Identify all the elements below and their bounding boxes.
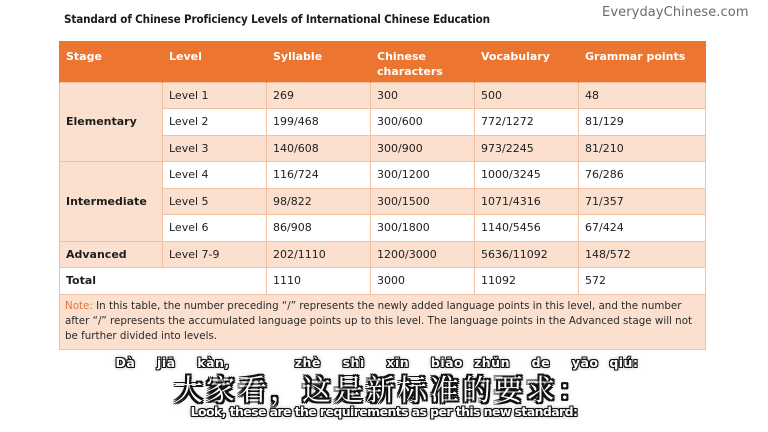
level-cell: Level 3 <box>163 135 267 162</box>
stage-intermediate: Intermediate <box>60 162 163 242</box>
level-cell: Level 5 <box>163 188 267 215</box>
vocabulary-cell: 973/2245 <box>475 135 579 162</box>
grammar-cell: 148/572 <box>579 241 706 268</box>
header-stage: Stage <box>60 41 163 82</box>
characters-cell: 300/1800 <box>371 215 475 242</box>
total-vocabulary: 11092 <box>475 268 579 295</box>
syllable-cell: 116/724 <box>267 162 371 189</box>
characters-cell: 300/600 <box>371 109 475 136</box>
vocabulary-cell: 1140/5456 <box>475 215 579 242</box>
note-label: Note: <box>65 299 93 312</box>
proficiency-table <box>59 41 706 350</box>
total-row <box>60 268 706 295</box>
vocabulary-cell: 1000/3245 <box>475 162 579 189</box>
characters-cell: 300/900 <box>371 135 475 162</box>
syllable-cell: 98/822 <box>267 188 371 215</box>
table-row <box>60 162 706 189</box>
grammar-cell: 48 <box>579 82 706 109</box>
syllable-cell: 86/908 <box>267 215 371 242</box>
grammar-cell: 81/129 <box>579 109 706 136</box>
grammar-cell: 76/286 <box>579 162 706 189</box>
vocabulary-cell: 5636/11092 <box>475 241 579 268</box>
grammar-cell: 71/357 <box>579 188 706 215</box>
stage-elementary: Elementary <box>60 82 163 162</box>
note-row <box>60 294 706 349</box>
total-grammar: 572 <box>579 268 706 295</box>
header-level: Level <box>163 41 267 82</box>
vocabulary-cell: 1071/4316 <box>475 188 579 215</box>
vocabulary-cell: 500 <box>475 82 579 109</box>
syllable-cell: 269 <box>267 82 371 109</box>
table-note <box>60 294 706 349</box>
grammar-cell: 81/210 <box>579 135 706 162</box>
note-text: In this table, the number preceding “/” represents the newly added language points in this level, and the number after “/” represents the accumulated language points up to this level. The language points in the Advanced stage will not be further divided into levels. <box>65 299 693 342</box>
syllable-cell: 199/468 <box>267 109 371 136</box>
grammar-cell: 67/424 <box>579 215 706 242</box>
subtitle-chinese: 大家看，这是新标准的要求： <box>173 373 590 407</box>
vocabulary-cell: 772/1272 <box>475 109 579 136</box>
characters-cell: 300/1500 <box>371 188 475 215</box>
header-chinese-characters: Chinese characters <box>371 41 475 82</box>
level-cell: Level 4 <box>163 162 267 189</box>
header-grammar-points: Grammar points <box>579 41 706 82</box>
total-label: Total <box>60 268 267 295</box>
syllable-cell: 140/608 <box>267 135 371 162</box>
site-watermark: EverydayChinese.com <box>602 5 749 20</box>
header-syllable: Syllable <box>267 41 371 82</box>
characters-cell: 1200/3000 <box>371 241 475 268</box>
table-row <box>60 241 706 268</box>
table-header-row <box>60 41 706 82</box>
total-syllable: 1110 <box>267 268 371 295</box>
subtitle-pinyin: Dà jiā kàn, zhè shì xīn biāo zhǔn de yāo qiú: <box>115 355 639 370</box>
characters-cell: 300 <box>371 82 475 109</box>
header-vocabulary: Vocabulary <box>475 41 579 82</box>
syllable-cell: 202/1110 <box>267 241 371 268</box>
level-cell: Level 6 <box>163 215 267 242</box>
document-title: Standard of Chinese Proficiency Levels of International Chinese Education <box>64 13 490 26</box>
table-row <box>60 82 706 109</box>
level-cell: Level 7-9 <box>163 241 267 268</box>
subtitle-english: Look, these are the requirements as per this new standard: <box>190 404 578 419</box>
total-characters: 3000 <box>371 268 475 295</box>
characters-cell: 300/1200 <box>371 162 475 189</box>
stage-advanced: Advanced <box>60 241 163 268</box>
level-cell: Level 2 <box>163 109 267 136</box>
level-cell: Level 1 <box>163 82 267 109</box>
